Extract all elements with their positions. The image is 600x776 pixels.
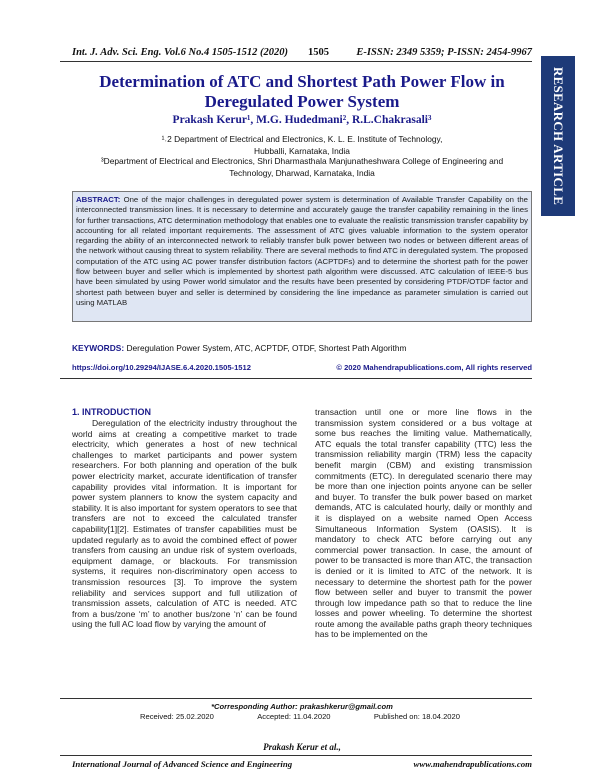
affiliation-line: Hubballi, Karnataka, India: [254, 145, 350, 156]
journal-citation: Int. J. Adv. Sci. Eng. Vol.6 No.4 1505-1512 (2020): [72, 47, 288, 58]
affiliation-line: ¹˒2 Department of Electrical and Electronics, K. L. E. Institute of Technology,: [161, 134, 443, 144]
affiliation-line: ³Department of Electrical and Electronics, Shri Dharmasthala Manjunatheshwara College of Engineering and: [100, 156, 504, 166]
issn: E-ISSN: 2349 5359; P-ISSN: 2454-9967: [356, 47, 532, 58]
received-date: Received: 25.02.2020: [140, 712, 214, 721]
author-list: Prakash Kerur¹, M.G. Hudedmani², R.L.Chakrasali³: [172, 114, 432, 126]
footer-journal: International Journal of Advanced Science and Engineering: [72, 759, 293, 769]
footer-rule: [60, 755, 532, 756]
keywords: [72, 343, 532, 353]
title-line-1: Determination of ATC and Shortest Path Power Flow in: [99, 72, 505, 91]
affiliation-line: Technology, Dharwad, Karnataka, India: [229, 167, 375, 178]
published-date: Published on: 18.04.2020: [373, 712, 460, 721]
abstract-text: One of the major challenges in deregulated power system is determination of Available Transfer Capability on the interconnected transmission lines. It is necessary to determine and accurately gauge the transfer capability remaining in the lines for further transactions, ATC determination methodology that enables one to evaluate the realistic transmission transfer capability by accounting for all related important requirements. The assessment of ATC gives valuable information to the system operator regarding the ability of an interconnected network to reliably transfer bulk power between two nodes or between different areas of the network without causing threat to system reliability. There are several methods to find ATC in deregulated system. The proposed computation of the ATC using AC power transfer distribution factors (ACPTDFs) and to determine the shortest path for the power flow between buyer and seller which is implemented by shortest path algorithm were discussed. ATC calculation of IEEE-5 bus have been simulated by using Power world simulator and the results have been presented by considering PTDF/OTDF factor and shortest path between buyer and seller is determined by considering the line impedance as parameter simulation is carried out using MATLAB: [76, 195, 528, 307]
running-header: [72, 47, 532, 58]
body-column-right: transaction until one or more line flows in the transmission system considered or a bus voltage at some bus reaches the limiting value. Mathematically, ATC equals the total transfer capability (TTC) less the transmission reliability margin (TRM) less the capacity benefit margin (CBM) and existing transmission commitments (ETC). In deregulated scenario there may be more than one injection points anyone can be seller and buyer. To transfer the bulk power based on market demands, ATC is calculated hourly, daily or monthly and it is displayed on a website named Open Access Simultaneous Information System (OASIS). It is mandatory to check ATC before carrying out any commercial power transaction. In case, the amount of power to be transacted is more than ATC, the transaction is denied or it is limited to ATC of the network. It is necessary to determine the shortest path for the power flow between seller and buyer to transmit the power through low impedance path so that to reduce the line losses and power wheeling. To determine the shortest route among the available paths graph theory techniques has to be implemented on the: [315, 407, 532, 640]
doi-row: [72, 363, 532, 372]
page-number: 1505: [308, 47, 329, 58]
corresponding-author: *Corresponding Author: prakashkerur@gmail.com: [211, 702, 393, 711]
affiliation-2: [72, 156, 532, 179]
research-article-banner: [541, 56, 575, 216]
paper-title: [72, 72, 532, 112]
affiliation-1: [72, 134, 532, 157]
article-dates: [140, 712, 460, 721]
keywords-label: KEYWORDS:: [72, 343, 125, 353]
footnote-rule: [60, 698, 532, 699]
footer-journal-row: [72, 759, 532, 769]
title-line-2: Deregulated Power System: [204, 92, 400, 111]
header-rule: [60, 61, 532, 62]
body-column-left: Deregulation of the electricity industry throughout the world aims at creating a competitive market to trade electricity, which generates a host of new technical challenges to market participants and power system researchers. For both planning and operation of the bulk power electricity market, accurate identification of transfer capability provides vital information. It is important for power system planners to know the system capacity and stability. It is also important for system operators to see that transfers are not to exceed the calculated transfer capability[1][2]. Estimates of transfer capabilities must be updated regularly as to avoid the combined effect of power transfers from causing an undue risk of system overloads, equipment damage, or blackouts. For transmission systems, it requires non-discriminatory open access to transmission resources [3]. To improve the system reliability and services support and full utilization of transmission assets, calculation of ATC is needed. ATC from a bus/zone ‘m’ to another bus/zone ‘n’ can be found using the full AC load flow by varying the amount of: [72, 418, 297, 630]
footer-website[interactable]: www.mahendrapublications.com: [413, 759, 532, 769]
section-heading: 1. INTRODUCTION: [72, 407, 152, 417]
abstract-label: ABSTRACT:: [76, 195, 121, 204]
abstract-box: [72, 191, 532, 322]
abstract-rule: [60, 378, 532, 379]
accepted-date: Accepted: 11.04.2020: [257, 712, 331, 721]
doi-link[interactable]: https://doi.org/10.29294/IJASE.6.4.2020.1505-1512: [72, 363, 251, 372]
banner-label: RESEARCH ARTICLE: [551, 66, 566, 206]
keywords-text: Deregulation Power System, ATC, ACPTDF, OTDF, Shortest Path Algorithm: [124, 343, 407, 353]
copyright: © 2020 Mahendrapublications.com, All rights reserved: [336, 363, 532, 372]
footer-author: Prakash Kerur et al.,: [263, 742, 341, 752]
